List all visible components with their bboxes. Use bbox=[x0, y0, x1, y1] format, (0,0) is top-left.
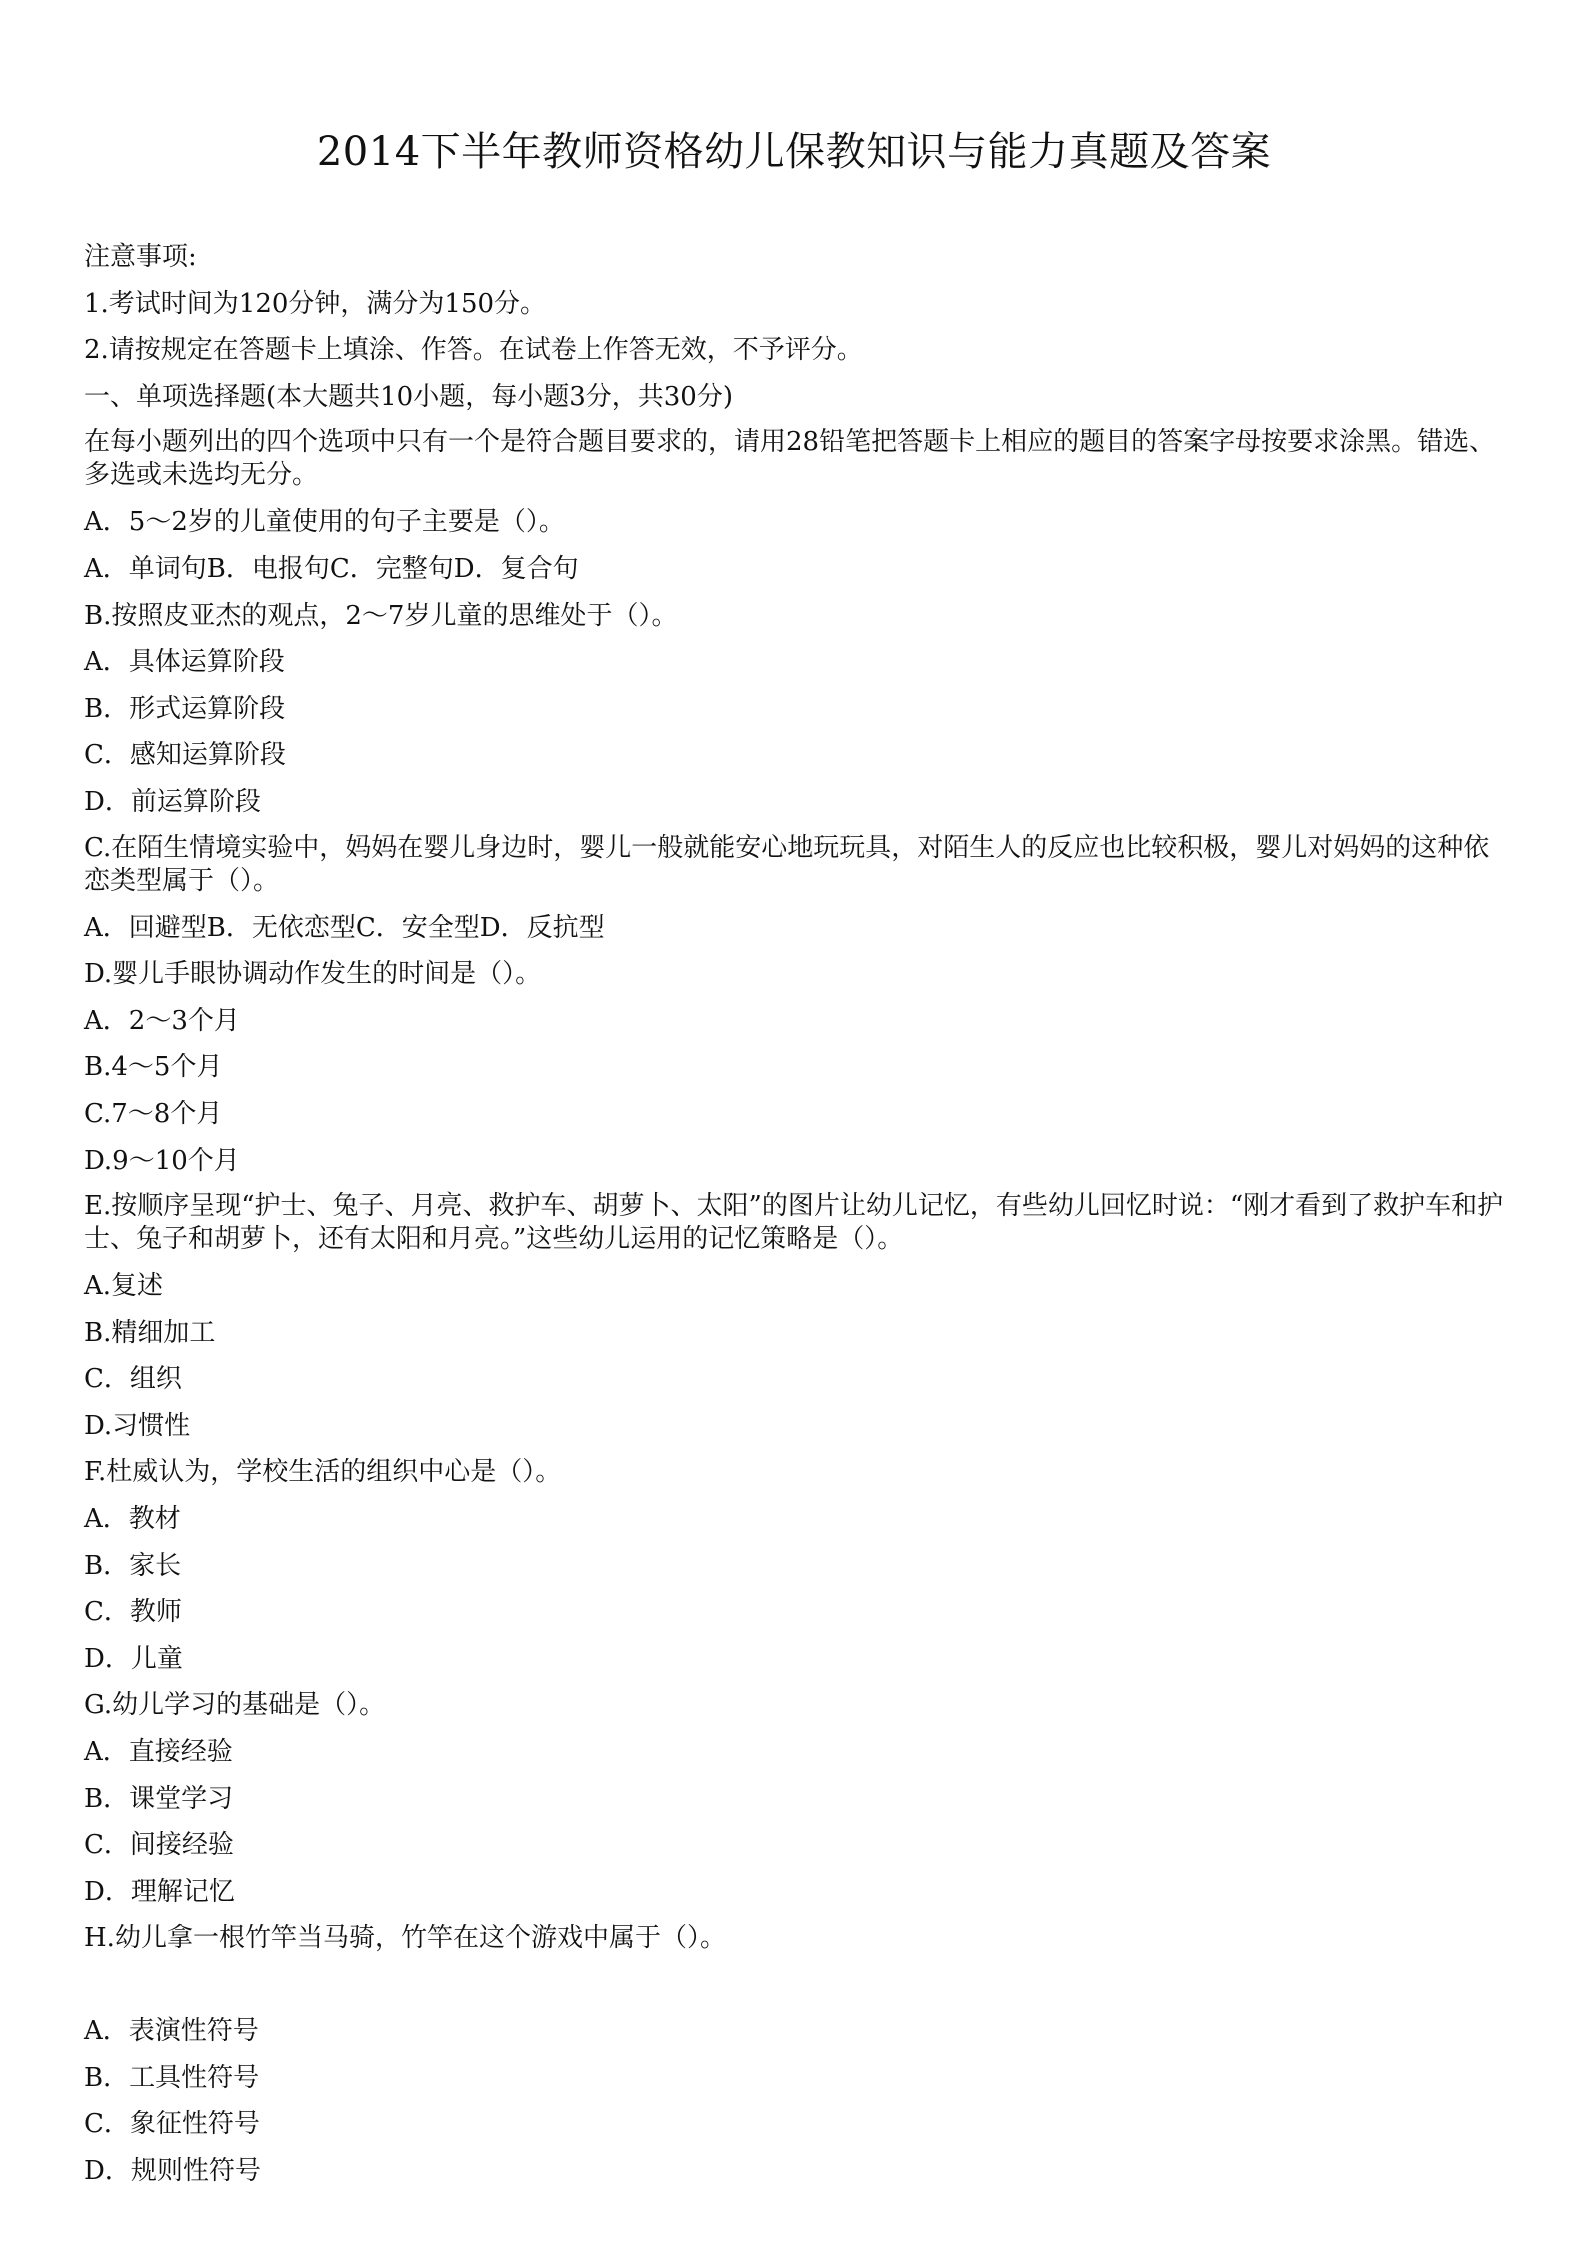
question-8-option-a: A．表演性符号 bbox=[84, 2016, 259, 2046]
question-stem-2: B.按照皮亚杰的观点，2～7岁儿童的思维处于（）。 bbox=[84, 600, 678, 631]
question-stem-1: A．5～2岁的儿童使用的句子主要是（）。 bbox=[84, 507, 565, 538]
question-8-option-c: C．象征性符号 bbox=[84, 2109, 260, 2140]
question-8-option-d: D．规则性符号 bbox=[84, 2155, 261, 2186]
question-5-option-d: D.习惯性 bbox=[84, 1410, 191, 1441]
question-5-option-a: A.复述 bbox=[84, 1271, 164, 1302]
notice-item-2: 2.请按规定在答题卡上填涂、作答。在试卷上作答无效，不予评分。 bbox=[84, 335, 863, 366]
question-2-option-d: D．前运算阶段 bbox=[84, 786, 261, 817]
question-stem-3: C.在陌生情境实验中，妈妈在婴儿身边时，婴儿一般就能安心地玩玩具，对陌生人的反应也比较积极，婴儿对妈妈的这种依恋类型属于（）。 bbox=[84, 832, 1490, 896]
question-2-option-c: C．感知运算阶段 bbox=[84, 740, 286, 771]
question-2-option-a: A．具体运算阶段 bbox=[84, 647, 285, 678]
question-stem-8: H.幼儿拿一根竹竿当马骑，竹竿在这个游戏中属于（）。 bbox=[84, 1923, 726, 1954]
question-2-option-b: B．形式运算阶段 bbox=[84, 693, 286, 724]
section-heading: 一、单项选择题(本大题共10小题，每小题3分，共30分) bbox=[84, 381, 733, 412]
question-7-option-b: B．课堂学习 bbox=[84, 1783, 234, 1814]
question-6-option-c: C．教师 bbox=[84, 1597, 182, 1628]
document-title: 2014下半年教师资格幼儿保教知识与能力真题及答案 bbox=[316, 129, 1272, 175]
question-7-option-d: D．理解记忆 bbox=[84, 1876, 235, 1907]
question-stem-5: E.按顺序呈现“护士、兔子、月亮、救护车、胡萝卜、太阳”的图片让幼儿记忆，有些幼儿回忆时说：“刚才看到了救护车和护士、兔子和胡萝卜，还有太阳和月亮。”这些幼儿运用的记忆策略是（）。 bbox=[84, 1191, 1504, 1255]
question-6-option-b: B．家长 bbox=[84, 1550, 182, 1581]
blank-gap bbox=[84, 1962, 1514, 2008]
question-stem-4: D.婴儿手眼协调动作发生的时间是（）。 bbox=[84, 959, 542, 990]
question-8-option-b: B．工具性符号 bbox=[84, 2062, 260, 2093]
question-stem-6: F.杜威认为，学校生活的组织中心是（）。 bbox=[84, 1457, 562, 1488]
question-6-option-d: D．儿童 bbox=[84, 1643, 183, 1674]
question-3-options: A．回避型B．无依恋型C．安全型D．反抗型 bbox=[84, 912, 605, 943]
question-4-option-a: A．2～3个月 bbox=[84, 1005, 240, 1036]
section-instruction: 在每小题列出的四个选项中只有一个是符合题目要求的，请用28铅笔把答题卡上相应的题目的答案字母按要求涂黑。错选、多选或未选均无分。 bbox=[84, 427, 1496, 491]
question-5-option-b: B.精细加工 bbox=[84, 1317, 216, 1348]
question-4-option-d: D.9～10个月 bbox=[84, 1145, 240, 1176]
question-1-options: A．单词句B．电报句C．完整句D．复合句 bbox=[84, 553, 579, 584]
question-7-option-a: A．直接经验 bbox=[84, 1737, 233, 1768]
question-6-option-a: A．教材 bbox=[84, 1504, 181, 1535]
question-stem-7: G.幼儿学习的基础是（）。 bbox=[84, 1690, 386, 1721]
document-body bbox=[84, 234, 1514, 2194]
notice-heading: 注意事项: bbox=[84, 242, 197, 272]
question-5-option-c: C．组织 bbox=[84, 1364, 182, 1395]
notice-item-1: 1.考试时间为120分钟，满分为150分。 bbox=[84, 288, 547, 319]
question-4-option-c: C.7～8个月 bbox=[84, 1098, 223, 1129]
question-7-option-c: C．间接经验 bbox=[84, 1830, 234, 1861]
question-4-option-b: B.4～5个月 bbox=[84, 1052, 223, 1083]
